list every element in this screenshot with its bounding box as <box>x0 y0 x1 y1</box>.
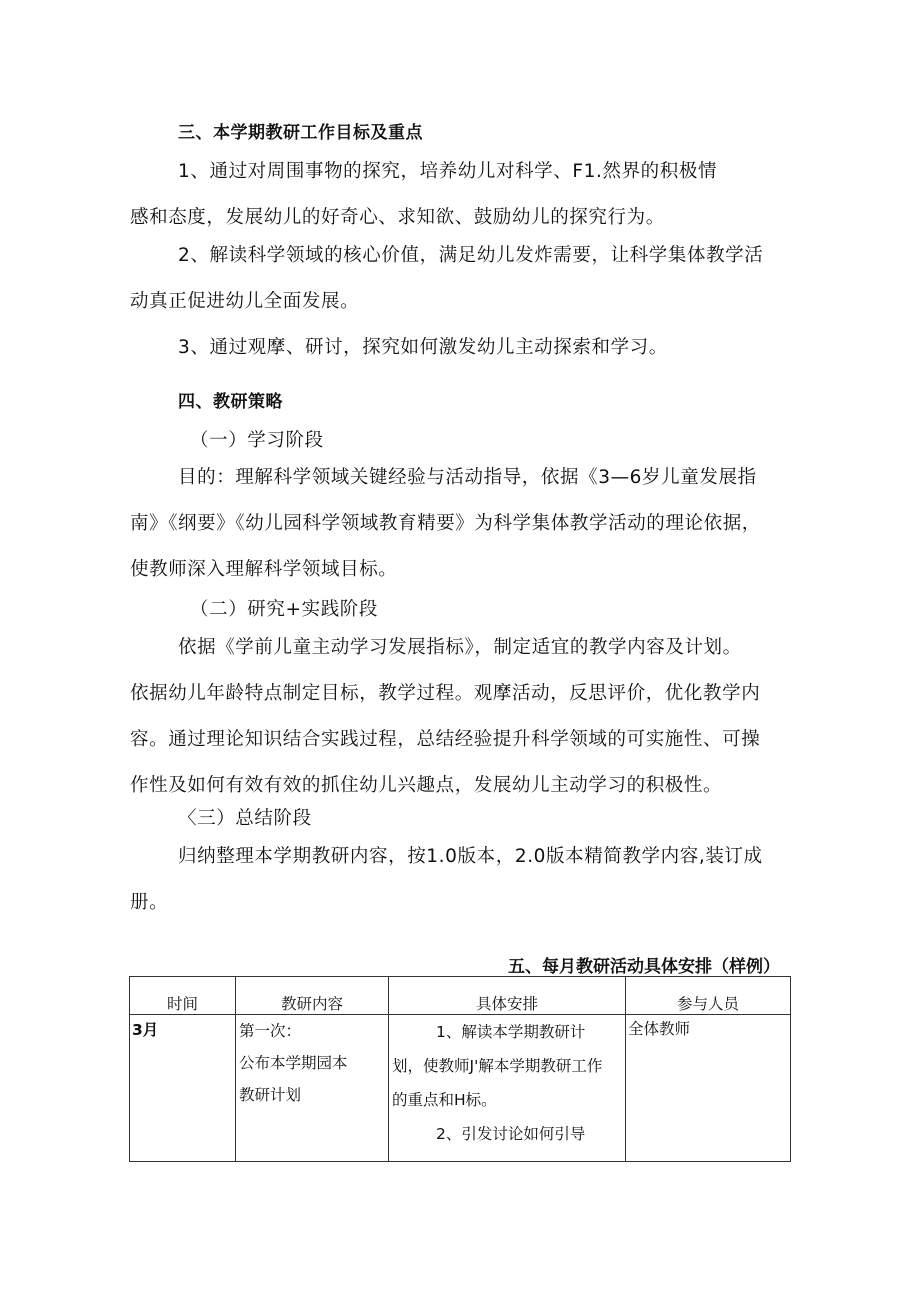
header-content: 教研内容 <box>236 977 389 1015</box>
cell-participants: 全体教师 <box>626 1015 791 1162</box>
goal-item-2: 2、解读科学领域的核心价值，满足幼儿发炸需要，让科学集体教学活 动真正促进幼儿全面发展。 <box>130 245 764 312</box>
cell-arrangement: 1、解读本学期教研计 划，使教师J'解本学期教研工作 的重点和H标。 2、引发讨论如何引导 <box>389 1015 626 1162</box>
header-time: 时间 <box>130 977 236 1015</box>
stage-2-title: （二）研究+实践阶段 <box>190 599 379 620</box>
stage-1-title: （一）学习阶段 <box>190 430 324 451</box>
table-row <box>130 1015 791 1162</box>
table-header-row <box>130 977 791 1015</box>
cell-time: 3月 <box>130 1015 236 1162</box>
goal-item-1: 1、通过对周围事物的探究，培养幼儿对科学、F1.然界的积极情 感和态度，发展幼儿的好奇心、求知欲、鼓励幼儿的探究行为。 <box>130 161 718 228</box>
header-arrangement: 具体安排 <box>389 977 626 1015</box>
stage-3-text: 归纳整理本学期教研内容，按1.0版本，2.0版本精简教学内容,装订成 册。 <box>130 846 763 913</box>
stage-2-text: 依据《学前儿童主动学习发展指标》，制定适宜的教学内容及计划。 依据幼儿年龄特点制定目标，教学过程。观摩活动，反思评价，优化教学内 容。通过理论知识结合实践过程，总结经验提升科学领域的可实施性、可操 作性及如何有效有效的抓住幼儿兴趣点，发展幼儿主动学习的积极性。 <box>130 637 761 796</box>
goal-item-3: 3、通过观摩、研讨，探究如何激发幼儿主动探索和学习。 <box>178 337 668 358</box>
stage-1-text: 目的：理解科学领域关键经验与活动指导，依据《3—6岁儿童发展指 南》《纲要》《幼儿园科学领域教育精要》为科学集体教学活动的理论依据， 使教师深入理解科学领域目标。 <box>130 467 761 580</box>
section-5-title: 五、每月教研活动具体安排（样例） <box>508 957 780 977</box>
cell-content: 第一次： 公布本学期园本 教研计划 <box>236 1015 389 1162</box>
stage-3-title: 〈三）总结阶段 <box>178 808 312 829</box>
header-participants: 参与人员 <box>626 977 791 1015</box>
monthly-schedule-table <box>129 976 791 1162</box>
section-3-heading: 三、本学期教研工作目标及重点 <box>178 123 423 143</box>
section-4-heading: 四、教研策略 <box>178 392 283 412</box>
